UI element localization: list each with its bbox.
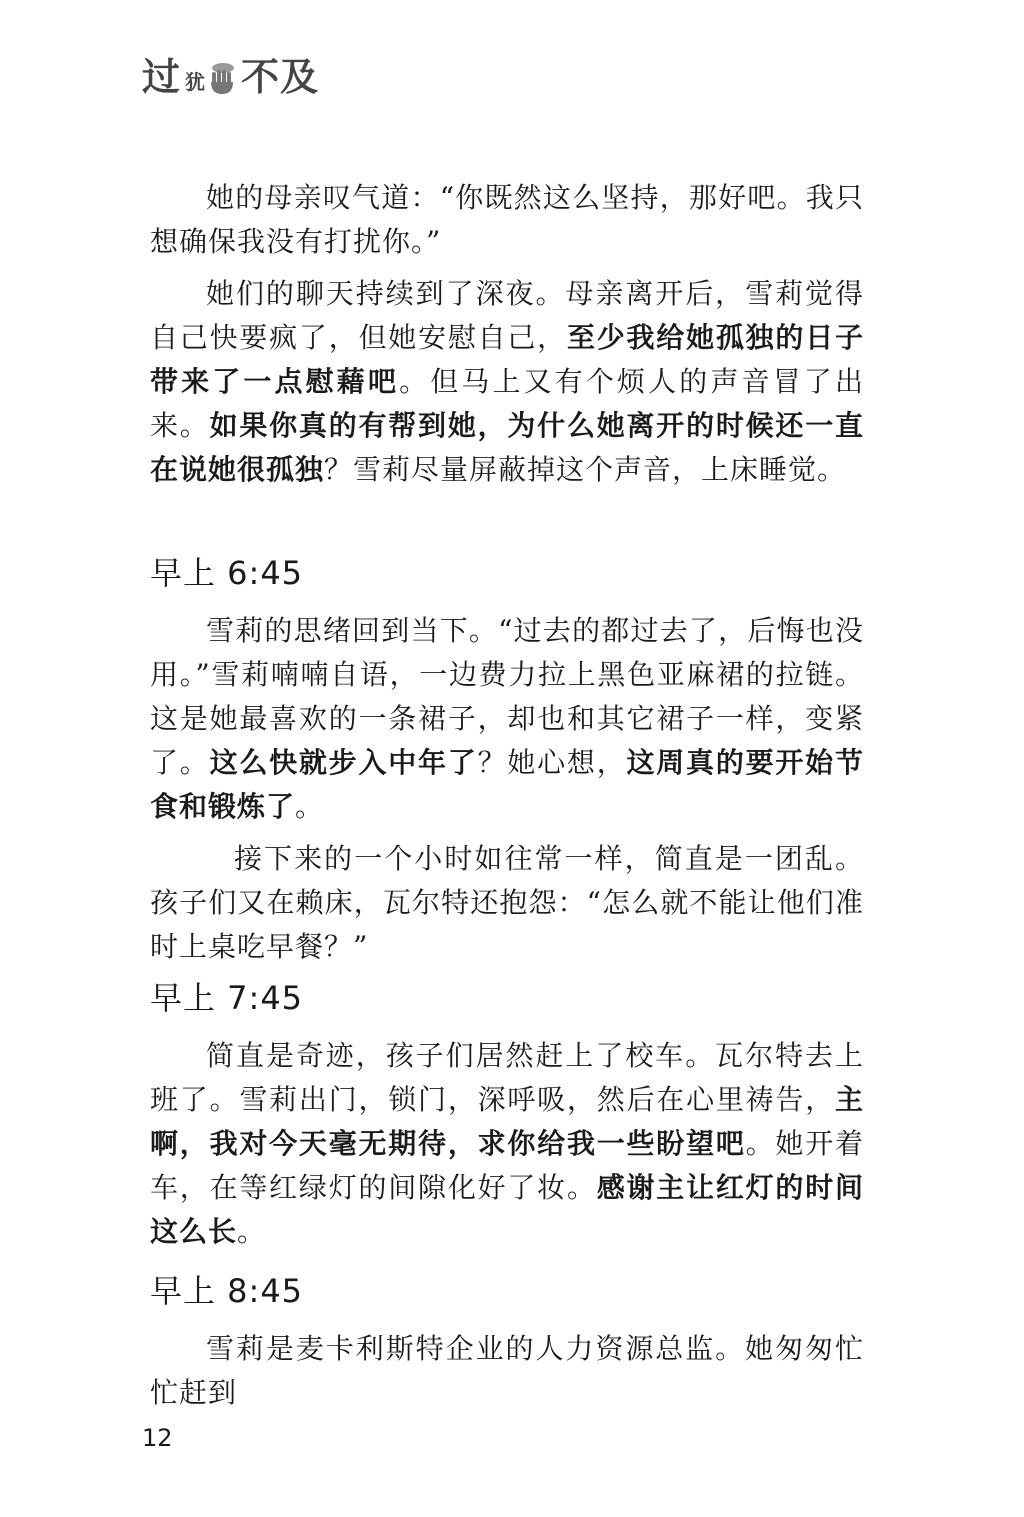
emphasis-text: 感谢主让红灯的时间这么长 — [150, 1171, 864, 1248]
header-title-part1: 过 — [142, 55, 182, 99]
emphasis-text: 至少我给她孤独的日子带来了一点慰藉吧 — [150, 321, 864, 398]
body-text: 她的母亲叹气道：“你既然这么坚持，那好吧。我只想确保我没有打扰你。” — [150, 181, 864, 258]
section-heading: 早上 8:45 — [150, 1272, 304, 1310]
body-text: 接下来的一个小时如往常一样，简直是一团乱。孩子们又在赖床，瓦尔特还抱怨：“怎么就不能让他们准时上桌吃早餐？” — [150, 842, 864, 963]
emphasis-text: 这么快就步入中年了 — [209, 746, 478, 779]
paragraph — [150, 176, 864, 264]
page-number: 12 — [142, 1424, 173, 1452]
section-body — [150, 1034, 864, 1262]
section-heading: 早上 7:45 — [150, 979, 304, 1017]
paragraph — [150, 1034, 864, 1254]
emphasis-text: 如果你真的有帮到她，为什么她离开的时候还一直在说她很孤独 — [150, 409, 864, 486]
section-heading: 早上 6:45 — [150, 554, 304, 592]
intro-paragraphs — [150, 176, 864, 492]
body-text: 她们的聊天持续到了深夜。母亲离开后，雪莉觉得自己快要疯了，但她安慰自己， — [150, 277, 864, 354]
body-text: ？她心想， — [477, 746, 627, 779]
body-text: 雪莉的思绪回到当下。“过去的都过去了，后悔也没用。”雪莉喃喃自语，一边费力拉上黑色亚麻裙的拉链。这是她最喜欢的一条裙子，却也和其它裙子一样，变紧了。 — [150, 614, 864, 779]
hand-icon — [207, 60, 237, 96]
section-body — [150, 609, 864, 977]
paragraph — [150, 1327, 864, 1415]
header-title-part3: 不及 — [241, 55, 320, 99]
paragraph — [150, 837, 864, 969]
paragraph — [150, 609, 864, 829]
body-text: 简直是奇迹，孩子们居然赶上了校车。瓦尔特去上班了。雪莉出门，锁门，深呼吸，然后在心里祷告， — [150, 1039, 864, 1116]
body-text: 。 — [295, 790, 325, 823]
emphasis-text: 主啊，我对今天毫无期待，求你给我一些盼望吧 — [150, 1083, 864, 1160]
emphasis-text: 这周真的要开始节食和锻炼了 — [150, 746, 864, 823]
body-text: 。 — [237, 1215, 267, 1248]
paragraph — [150, 272, 864, 492]
body-text: 。她开着车，在等红绿灯的间隙化好了妆。 — [150, 1127, 864, 1204]
body-text: 雪莉是麦卡利斯特企业的人力资源总监。她匆匆忙忙赶到 — [150, 1332, 864, 1409]
running-header — [142, 55, 320, 99]
page-body — [150, 176, 864, 1409]
header-title-part2: 犹 — [185, 70, 206, 94]
section-body — [150, 1327, 864, 1423]
body-text: 。但马上又有个烦人的声音冒了出来。 — [150, 365, 864, 442]
body-text: ？雪莉尽量屏蔽掉这个声音，上床睡觉。 — [324, 453, 847, 486]
